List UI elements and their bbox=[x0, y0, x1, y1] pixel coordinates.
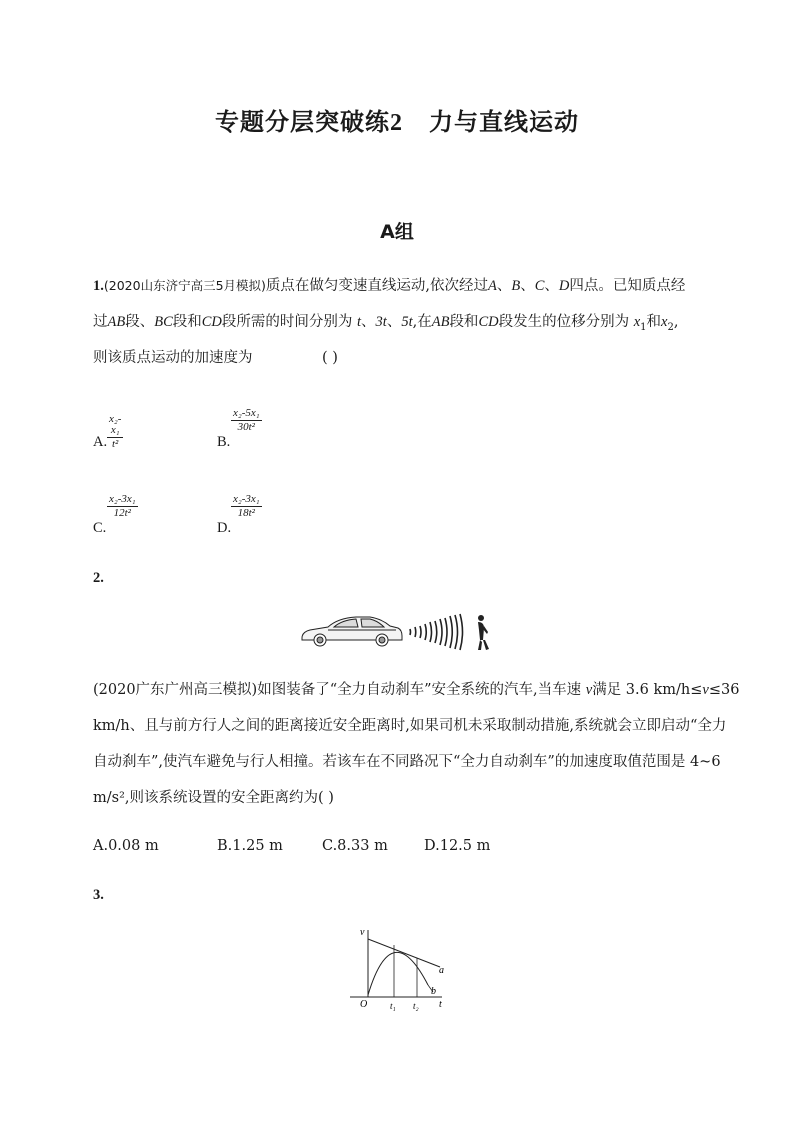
q2-number-line: 2. bbox=[93, 570, 104, 586]
group-label: A组 bbox=[380, 221, 414, 243]
q2-number: 2 bbox=[93, 570, 101, 586]
q2-option-a[interactable]: A.0.08 m bbox=[93, 838, 159, 854]
q1-option-c-fraction: $\frac{\text{x₂-3x₁}}{\text{12t²}}$ bbox=[109, 493, 136, 519]
q3-number: 3 bbox=[93, 887, 101, 903]
q1-option-a-fraction: $\frac{\text{x₂-x₁}}{\text{t²}}$ bbox=[109, 413, 122, 450]
q1-option-d-fraction: $\frac{\text{x₂-3x₁}}{\text{18t²}}$ bbox=[233, 493, 260, 519]
graph-label-t1: t₁ bbox=[390, 1001, 396, 1011]
vt-graph bbox=[340, 925, 460, 1015]
q2-line-2: km/h、且与前方行人之间的距离接近安全距离时,如果司机未采取制动措施,系统就会立即启动“全力 bbox=[93, 718, 727, 734]
graph-label-t2: t₂ bbox=[413, 1001, 419, 1011]
q1-option-b-fraction: $\frac{\text{x₂-5x₁}}{\text{30t²}}$ bbox=[233, 407, 260, 433]
q1-number: 1 bbox=[93, 278, 101, 294]
q1-answer-paren: ( ) bbox=[322, 350, 338, 366]
q1-line-1: 1.(2020山东济宁高三5月模拟)质点在做匀变速直线运动,依次经过A、B、C、D四点。已知质点经 bbox=[93, 278, 686, 294]
q1-line-3: 则该质点运动的加速度为 bbox=[93, 350, 253, 366]
q2-line-1: (2020广东广州高三模拟)如图装备了“全力自动刹车”安全系统的汽车,当车速 v满足 3.6 km/h≤v≤36 bbox=[93, 682, 740, 698]
q2-option-b[interactable]: B.1.25 m bbox=[217, 838, 283, 854]
q2-option-c[interactable]: C.8.33 m bbox=[322, 838, 388, 854]
page-title: 专题分层突破练2 力与直线运动 bbox=[215, 108, 579, 136]
q1-line-2: 过AB段、BC段和CD段所需的时间分别为 t、3t、5t,在AB段和CD段发生的位移分别为 $x_1$和$x_2$, bbox=[93, 314, 679, 333]
graph-label-v: v bbox=[360, 927, 365, 938]
car-illustration bbox=[298, 610, 498, 652]
graph-label-b: b bbox=[431, 986, 436, 997]
q1-source: (2020山东济宁高三5月模拟) bbox=[103, 278, 266, 293]
graph-label-o: O bbox=[360, 999, 368, 1010]
q2-line-4: m/s²,则该系统设置的安全距离约为( ) bbox=[93, 790, 334, 806]
q3-number-line: 3. bbox=[93, 887, 104, 903]
graph-label-a: a bbox=[439, 965, 444, 976]
line-a bbox=[368, 939, 440, 967]
q2-option-d[interactable]: D.12.5 m bbox=[424, 838, 491, 854]
q2-line-3: 自动刹车”,使汽车避免与行人相撞。若该车在不同路况下“全力自动刹车”的加速度取值范围是 4~6 bbox=[93, 754, 721, 770]
graph-label-t: t bbox=[439, 999, 442, 1010]
